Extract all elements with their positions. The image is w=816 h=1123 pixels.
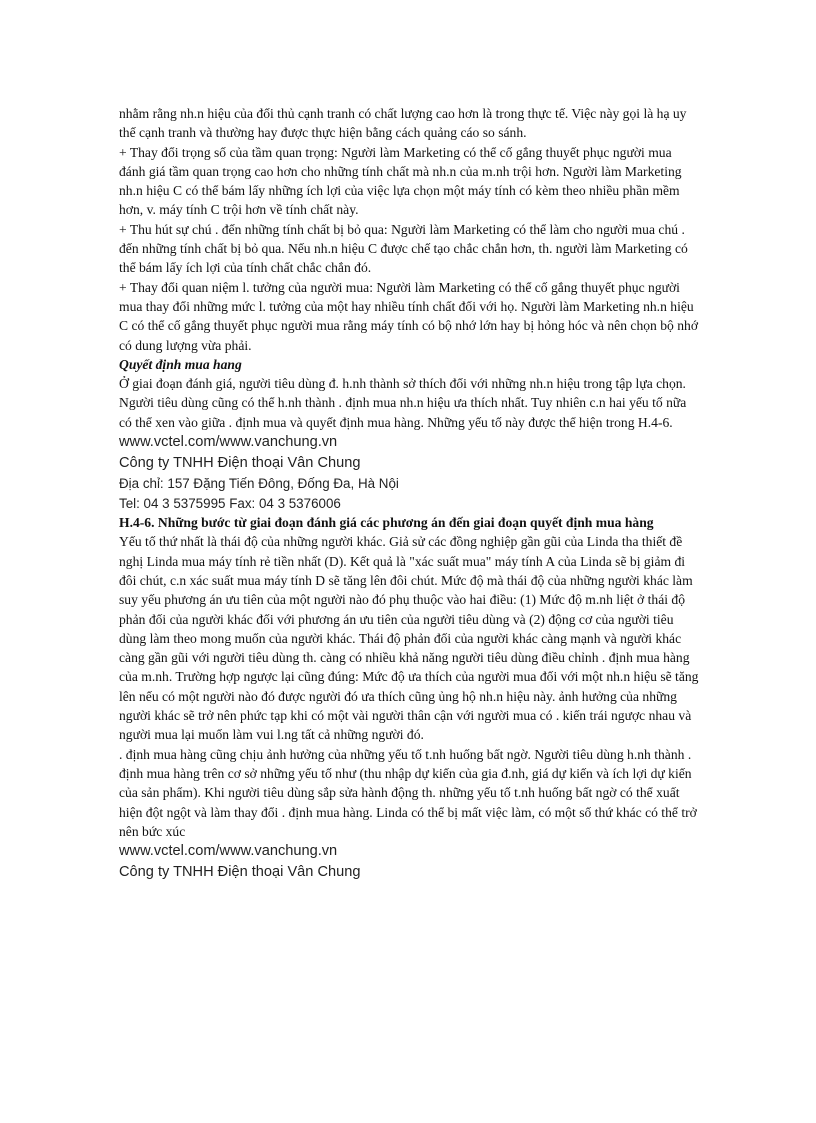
paragraph-situational-factors: . định mua hàng cũng chịu ảnh hưởng của những yếu tố t.nh huống bất ngờ. Người tiêu dùng h.nh thành . định mua hàng trên cơ sở những yếu tố như (thu nhập dự kiến của gia đ.nh, giá dự kiến và ích lợi dự kiến của sản phẩm). Khi người tiêu dùng sắp sửa hành động th. những yếu tố t.nh huống bất ngờ có thể xuất hiện đột ngột và làm thay đổi . định mua hàng. Linda có thể bị mất việc làm, có một số thứ khác có thể trở nên bức xúc — [119, 746, 697, 839]
section-paragraph: Ở giai đoạn đánh giá, người tiêu dùng đ. h.nh thành sở thích đối với những nh.n hiệu trong tập lựa chọn. Người tiêu dùng cũng có thể h.nh thành . định mua nh.n hiệu ưa thích nhất. Tuy nhiên c.n hai yếu tố nữa có thể xen vào giữa . định mua và quyết định mua hàng. Những yếu tố này được thể hiện trong H.4-6. — [119, 376, 687, 430]
footer-address: Địa chỉ: 157 Đặng Tiến Đông, Đống Đa, Hà Nội — [119, 476, 399, 492]
footer-phone: Tel: 04 3 5375995 Fax: 04 3 5376006 — [119, 495, 341, 511]
footer-company: Công ty TNHH Điện thoại Vân Chung — [119, 455, 361, 472]
document-page — [119, 104, 699, 883]
paragraph-importance-weight: + Thay đổi trọng số của tầm quan trọng: Người làm Marketing có thể cố gắng thuyết phục người mua đánh giá tầm quan trọng cao hơn cho những tính chất mà nh.n của m.nh trội hơn. Người làm Marketing nh.n hiệu C có thể bám lấy những ích lợi của việc lựa chọn một máy tính có kèm theo nhiều phần mềm hơn, v. máy tính C trội hơn về tính chất này. — [119, 144, 682, 218]
footer-website-2: www.vctel.com/www.vanchung.vn — [119, 843, 338, 860]
paragraph-others-attitude: Yếu tố thứ nhất là thái độ của những người khác. Giả sử các đồng nghiệp gần gũi của Linda tha thiết đề nghị Linda mua máy tính rẻ tiền nhất (D). Kết quả là "xác suất mua" máy tính A của Linda sẽ bị giảm đi đôi chút, c.n xác suất mua máy tính D sẽ tăng lên đôi chút. Mức độ mà thái độ của những người khác làm suy yếu phương án ưu tiên của một người nào đó phụ thuộc vào hai điều: (1) Mức độ m.nh liệt ở thái độ phản đối của người khác đối với phương án ưu tiên của người tiêu dùng và (2) động cơ của người tiêu dùng làm theo mong muốn của người khác. Thái độ phản đối của người khác càng mạnh và người khác càng gần gũi với người tiêu dùng th. càng có nhiều khả năng người tiêu dùng điều chỉnh . định mua hàng của m.nh. Trường hợp ngược lại cũng đúng: Mức độ ưa thích của người mua đối với một nh.n hiệu sẽ tăng lên nếu có một người nào đó được người đó ưa thích cũng ủng hộ nh.n hiệu này. ảnh hưởng của những người khác sẽ trở nên phức tạp khi có một vài người thân cận với người mua có . kiến trái ngược nhau và người mua lại muốn làm vui l.ng tất cả những người đó. — [119, 534, 699, 743]
paragraph-comparison: nhằm rằng nh.n hiệu của đối thủ cạnh tranh có chất lượng cao hơn là trong thực tế. Việc này gọi là hạ uy thế cạnh tranh và thường hay được thực hiện bằng cách quảng cáo so sánh. — [119, 106, 687, 141]
paragraph-neglected-attributes: + Thu hút sự chú . đến những tính chất bị bỏ qua: Người làm Marketing có thể làm cho người mua chú . đến những tính chất bị bỏ qua. Nếu nh.n hiệu C được chế tạo chắc chắn hơn, th. người làm Marketing có thể bám lấy ích lợi của tính chất chắc chắn đó. — [119, 221, 688, 276]
paragraph-ideal-levels: + Thay đổi quan niệm l. tưởng của người mua: Người làm Marketing có thể cố gắng thuyết phục người mua thay đổi những mức l. tưởng của một hay nhiều tính chất đối với họ. Người làm Marketing nh.n hiệu C có thể cố gắng thuyết phục người mua rằng máy tính có bộ nhớ lớn hay bị hỏng hóc và nên chọn bộ nhớ có dung lượng vừa phải. — [119, 279, 699, 353]
figure-heading: H.4-6. Những bước từ giai đoạn đánh giá các phương án đến giai đoạn quyết định mua hàng — [119, 515, 654, 531]
footer-company-2: Công ty TNHH Điện thoại Vân Chung — [119, 864, 361, 881]
footer-website: www.vctel.com/www.vanchung.vn — [119, 434, 338, 451]
section-heading: Quyết định mua hang — [119, 356, 242, 372]
